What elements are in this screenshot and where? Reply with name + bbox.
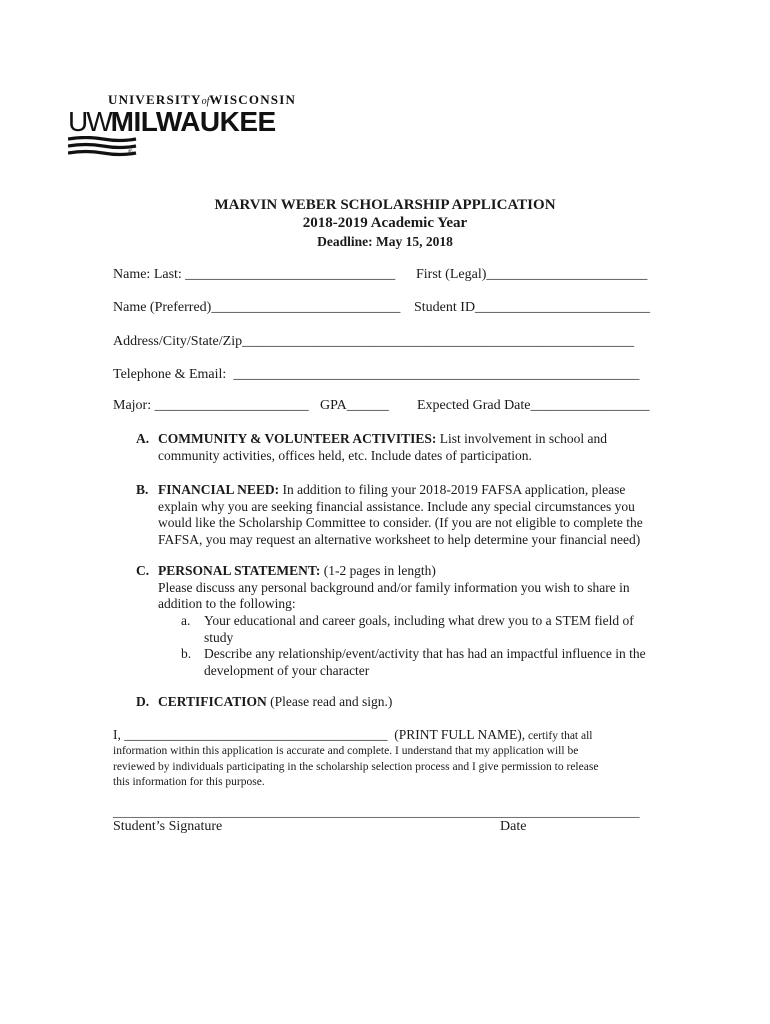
section-a <box>136 431 666 464</box>
logo-milwaukee: MILWAUKEE <box>110 106 276 137</box>
uwm-logo <box>66 92 297 162</box>
certification-text-4: this information for this purpose. <box>113 776 265 788</box>
section-c-item-b-letter: b. <box>181 646 192 661</box>
section-d-text-1: (Please read and sign.) <box>266 694 393 709</box>
section-c-item-a-text-2: study <box>204 629 234 645</box>
section-c-item-a-text-1: Your educational and career goals, including what drew you to a STEM field of <box>204 613 634 628</box>
section-c-letter: C. <box>136 563 150 578</box>
certification-text-2: information within this application is accurate and complete. I understand that my application will be <box>113 745 579 757</box>
academic-year: 2018-2019 Academic Year <box>302 215 468 231</box>
section-c-text-1: (1-2 pages in length) <box>320 563 436 578</box>
section-b-text-3: would like the Scholarship Committee to consider. (If you are not eligible to complete the <box>158 515 643 530</box>
section-a-text-2: community activities, offices held, etc. Include dates of participation. <box>158 447 532 463</box>
certification-paragraph <box>113 727 658 791</box>
section-c-item-a-letter: a. <box>181 613 191 628</box>
gpa-field[interactable]: GPA______ <box>320 398 389 413</box>
section-c <box>136 563 666 613</box>
name-last-field[interactable]: Name: Last: ______________________________ <box>113 267 396 282</box>
signature-line[interactable]: _________________________________________________________________________________ <box>113 804 640 819</box>
print-name-field[interactable]: I, _______________________________________ <box>113 727 388 742</box>
certification-text-3: reviewed by individuals participating in the scholarship selection process and I give permission to release <box>113 760 599 773</box>
section-c-item-a <box>181 613 661 646</box>
name-preferred-field[interactable]: Name (Preferred)___________________________ <box>113 300 401 315</box>
logo-wordmark <box>68 106 276 138</box>
major-field[interactable]: Major: ______________________ <box>113 398 309 413</box>
section-b-heading: FINANCIAL NEED: <box>158 482 280 497</box>
section-a-heading: COMMUNITY & VOLUNTEER ACTIVITIES: <box>158 431 437 446</box>
section-d-letter: D. <box>136 694 150 709</box>
section-a-text-1: List involvement in school and <box>436 431 608 446</box>
section-b-letter: B. <box>136 482 149 497</box>
student-id-field[interactable]: Student ID_________________________ <box>414 300 651 315</box>
section-d-heading: CERTIFICATION <box>158 694 267 709</box>
section-b-text-1: In addition to filing your 2018-2019 FAFSA application, please <box>279 482 626 497</box>
date-label: Date <box>500 819 527 834</box>
logo-wisconsin: WISCONSIN <box>209 92 297 107</box>
section-c-text-3: addition to the following: <box>158 596 296 611</box>
section-c-item-b <box>181 646 661 679</box>
section-c-heading: PERSONAL STATEMENT: <box>158 563 321 578</box>
section-b-text-2: explain why you are seeking financial assistance. Include any special circumstances you <box>158 498 635 514</box>
certify-text: certify that all <box>525 730 593 742</box>
section-b <box>136 482 666 548</box>
section-d <box>136 694 666 711</box>
section-c-item-b-text-2: development of your character <box>204 662 370 678</box>
form-title: MARVIN WEBER SCHOLARSHIP APPLICATION <box>214 197 556 213</box>
section-a-letter: A. <box>136 431 150 446</box>
logo-university: UNIVERSITY <box>108 92 202 107</box>
student-signature-label: Student’s Signature <box>113 819 223 834</box>
deadline: Deadline: May 15, 2018 <box>317 234 453 249</box>
print-name-label: (PRINT FULL NAME), <box>394 727 526 742</box>
grad-date-field[interactable]: Expected Grad Date_________________ <box>417 398 650 413</box>
logo-registered-mark: ® <box>128 150 133 156</box>
address-field[interactable]: Address/City/State/Zip________________________________________________________ <box>113 334 635 349</box>
logo-uw: UW <box>68 106 111 137</box>
section-c-item-b-text-1: Describe any relationship/event/activity that has had an impactful influence in the <box>204 646 646 661</box>
first-legal-field[interactable]: First (Legal)_______________________ <box>416 267 648 282</box>
telephone-email-field[interactable]: Telephone & Email: __________________________________________________________ <box>113 367 640 382</box>
section-b-text-4: FAFSA, you may request an alternative worksheet to help determine your financial need) <box>158 531 641 547</box>
section-c-text-2: Please discuss any personal background and/or family information you wish to share in <box>158 579 630 595</box>
logo-of: of <box>201 96 210 107</box>
